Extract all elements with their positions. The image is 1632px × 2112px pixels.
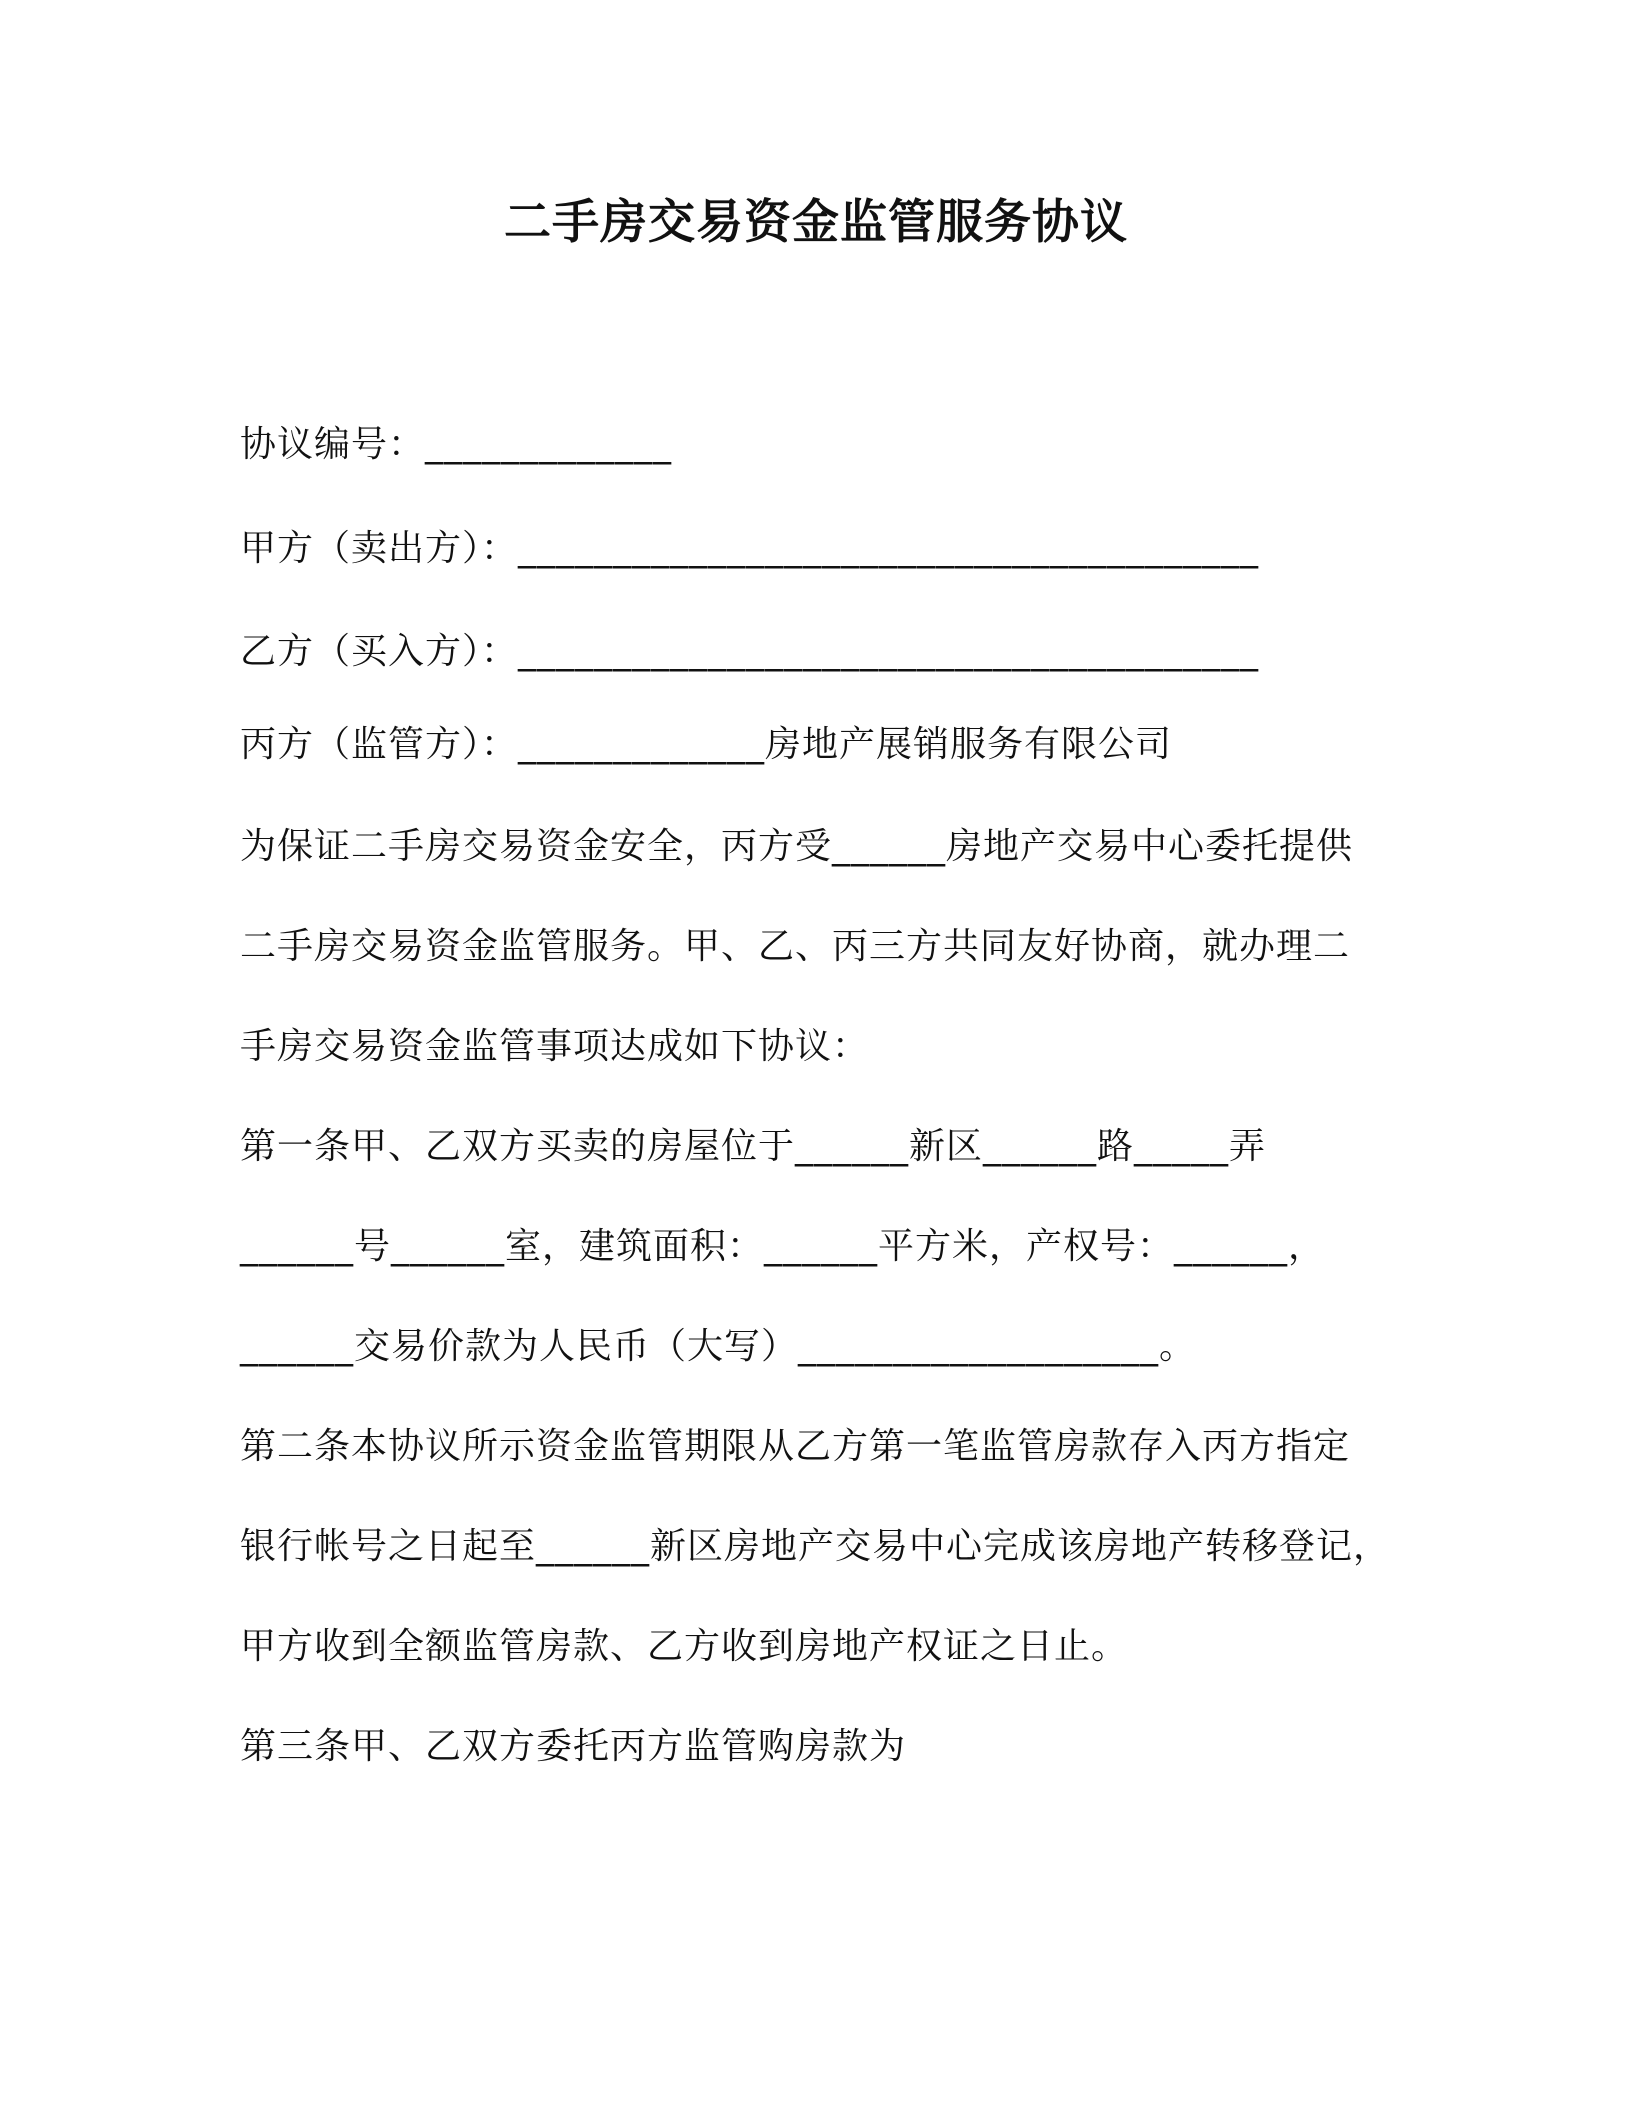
article-3-line-1: 第三条甲、乙双方委托丙方监管购房款为 [240, 1726, 907, 1767]
party-b-buyer-line: 乙方（买入方）：_______________________________________ [240, 631, 1260, 672]
intro-paragraph-line-1: 为保证二手房交易资金安全，丙方受______房地产交易中心委托提供 [240, 826, 1354, 867]
party-a-seller-line: 甲方（卖出方）：_______________________________________ [240, 528, 1260, 569]
article-1-line-2: ______号______室，建筑面积：______平方米，产权号：______， [240, 1226, 1326, 1267]
agreement-number-line: 协议编号：_____________ [240, 424, 673, 465]
article-1-line-3: ______交易价款为人民币（大写）___________________。 [240, 1326, 1197, 1367]
article-2-line-3: 甲方收到全额监管房款、乙方收到房地产权证之日止。 [240, 1626, 1129, 1667]
article-2-line-1: 第二条本协议所示资金监管期限从乙方第一笔监管房款存入丙方指定 [240, 1426, 1351, 1467]
intro-paragraph-line-3: 手房交易资金监管事项达成如下协议： [240, 1026, 870, 1067]
article-1-line-1: 第一条甲、乙双方买卖的房屋位于______新区______路_____弄 [240, 1126, 1267, 1167]
document-title: 二手房交易资金监管服务协议 [504, 195, 1128, 250]
intro-paragraph-line-2: 二手房交易资金监管服务。甲、乙、丙三方共同友好协商，就办理二 [240, 926, 1351, 967]
party-c-supervisor-line: 丙方（监管方）：_____________房地产展销服务有限公司 [240, 724, 1173, 765]
article-2-line-2: 银行帐号之日起至______新区房地产交易中心完成该房地产转移登记， [240, 1526, 1391, 1567]
